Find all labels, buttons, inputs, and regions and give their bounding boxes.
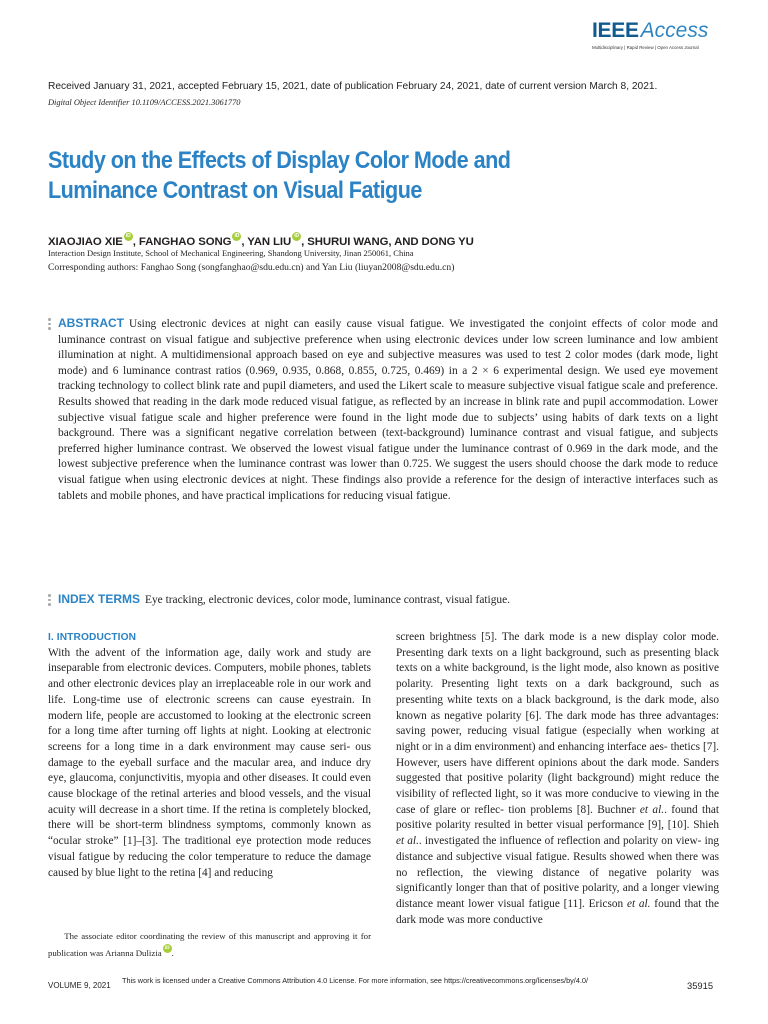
intro-paragraph: With the advent of the information age, daily work and study are inseparable from electronic devices. Computers, mobile phones, tablets and other electronic devices play an irreplaceable role in our work and life. Long-time use of electronic screens can cause eyestrain. In modern life, people are accustomed to looking at the electronic screen for a long time after turning off lights at night. Looking at electronic screens for a long time in a dark environment may cause seri- ous damage to the eyeball surface and the macular area, and induce dry eye, glaucoma, conjunctivitis, myopia and other diseases. It could even cause blockage of the retinal arteries and blood vessels, and the visual acuity will decrease in a short time. If the retina is completely blocked, there will be short-term blindness symptoms, commonly known as “ocular stroke” [1]–[3]. The traditional eye protection mode reduces visual fatigue by reducing the color temperature to reduce the damage caused by blue light to the retina [4] and reducing	[48, 646, 371, 879]
author-name: XIAOJIAO XIE	[48, 235, 123, 248]
intro-text: screen brightness [5]. The dark mode is a new display color mode. Presenting dark texts on a light background, such as presenting black texts on a white background, is the light mode, also known as positive polarity. Presenting light texts on a dark background, such as presenting white texts on a black background, is the dark mode, also known as negative polarity [6]. The dark mode has three advantages: saving power, reducing visual fatigue (especially when working at night or in a dim environment) and enhancing interface aes- thetics [7]. However, users have different opinions about the dark mode. Sanders suggested that positive polarity (light background) might reduce the visibility of reflected light, so it was more conducive to viewing in the case of glare or reflec- tion problems [8]. Buchner	[396, 631, 719, 816]
author-name: , YAN LIU	[241, 235, 292, 248]
orcid-icon[interactable]	[292, 232, 301, 241]
footnote-end: .	[171, 947, 174, 958]
author-list	[48, 231, 474, 248]
intro-text: . found that positive polarity resulted in better visual performance [9], [10]. Shieh	[396, 803, 720, 832]
intro-left-column	[48, 630, 371, 881]
intro-text: found that the dark mode was more conductive	[396, 897, 719, 926]
index-terms-label: INDEX TERMS	[58, 592, 141, 606]
author-name: , SHURUI WANG, AND DONG YU	[301, 235, 474, 248]
affiliation: Interaction Design Institute, School of Mechanical Engineering, Shandong University, Jinan 250061, China	[48, 248, 414, 258]
doi: Digital Object Identifier 10.1109/ACCESS.2021.3061770	[48, 98, 241, 107]
intro-text: . investigated the influence of reflection and polarity on view- ing distance and subjective visual fatigue. Results showed when there was no reflection, the viewing distance of negative polarity was significantly longer than that of positive polarity, and a longer viewing distance meant lower visual fatigue [11]. Ericson	[396, 835, 720, 910]
section-heading: I. INTRODUCTION	[48, 632, 137, 643]
index-terms-marker-icon	[48, 594, 52, 608]
footer-volume: VOLUME 9, 2021	[48, 981, 111, 990]
index-terms-text: Eye tracking, electronic devices, color mode, luminance contrast, visual fatigue.	[145, 594, 511, 606]
orcid-icon[interactable]	[232, 232, 241, 241]
intro-right-column	[396, 630, 719, 928]
footer-license: This work is licensed under a Creative Commons Attribution 4.0 License. For more information, see https://creativecommons.org/licenses/by/4.0/	[122, 976, 588, 985]
index-terms	[58, 592, 718, 609]
abstract-text: Using electronic devices at night can easily cause visual fatigue. We investigated the conjoint effects of color mode and luminance contrast on visual fatigue and subjective preference when using electronic devices under low screen luminance and low ambient illumination at night. A multidimensional approach based on eye and subjective measures was used to test 2 color modes (dark mode, light mode) and 6 luminance contrast ratios (0.969, 0.935, 0.868, 0.855, 0.725, 0.469) in a 2 × 6 experimental design. We used eye movement tracking technology to collect blink rate and pupil diameters, and used the Likert scale to measure subjective visual fatigue scale and preference. Results showed that reading in the dark mode reduced visual fatigue, as reflected by an increase in blink rate and pupil accommodation. Lower subjective visual fatigue scale and higher preference were found in the light mode due to subjects’ using habits of dark texts on a light background. There was a significant negative correlation between (text-background) luminance contrast and visual fatigue, and subjects preferred higher luminance contrast. We observed the lowest visual fatigue under the luminance contrast of 0.969 in the dark mode, and the lowest subjective preference when the luminance contrast was lower than 0.725. We suggest the users should choose the dark mode to reduce visual fatigue when using electronic devices at night. These findings also provide a reference for the design of interactive interfaces such as tablets and mobile phones, and have practical implications for reducing visual fatigue.	[58, 318, 718, 502]
orcid-icon[interactable]	[124, 232, 133, 241]
et-al: et al.	[626, 897, 651, 910]
corresponding-authors: Corresponding authors: Fanghao Song (songfanghao@sdu.edu.cn) and Yan Liu (liuyan2008@sdu.edu.cn)	[48, 262, 455, 273]
received-dates: Received January 31, 2021, accepted February 15, 2021, date of publication February 24, 2021, date of current version March 8, 2021.	[48, 81, 658, 92]
logo-access: Access	[640, 19, 709, 42]
journal-logo	[592, 20, 722, 50]
et-al: et al.	[396, 835, 419, 848]
paper-title: Study on the Effects of Display Color Mode and Luminance Contrast on Visual Fatigue	[48, 147, 511, 204]
abstract-marker-icon	[48, 318, 52, 332]
page-number: 35915	[687, 980, 714, 991]
author-name: , FANGHAO SONG	[132, 235, 232, 248]
abstract	[58, 316, 718, 504]
abstract-label: ABSTRACT	[58, 316, 124, 330]
logo-tagline: Multidisciplinary | Rapid Review | Open Access Journal	[592, 45, 699, 50]
editor-footnote	[48, 929, 371, 960]
orcid-icon[interactable]	[163, 944, 172, 953]
logo-ieee: IEEE	[592, 19, 639, 42]
et-al: et al.	[639, 803, 665, 816]
footnote-text: The associate editor coordinating the review of this manuscript and approving it for publication was Arianna Dulizia	[48, 931, 372, 958]
